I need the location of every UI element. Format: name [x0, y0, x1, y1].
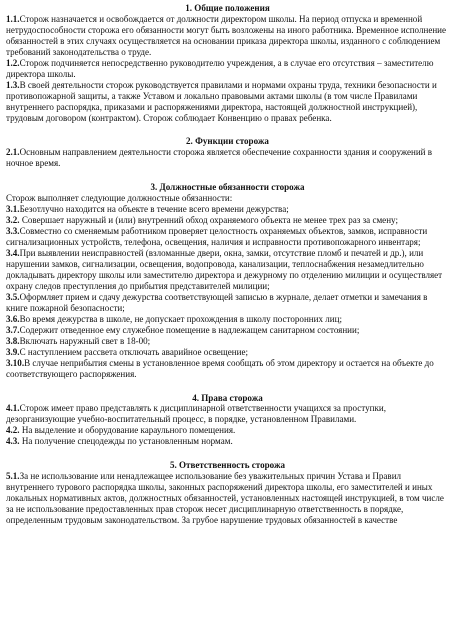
- section-functions: [6, 136, 449, 169]
- paragraph: 2.1.Основным направлением деятельности сторожа является обеспечение сохранности здания и сооружений в ночное время.: [6, 147, 433, 169]
- section-title: 5. Ответственность сторожа: [169, 460, 286, 471]
- paragraph: 3.6.Во время дежурства в школе, не допускает прохождения в школу посторонних лиц;: [6, 313, 342, 324]
- section-general: [6, 3, 449, 123]
- paragraph: 5.1.За не использование или ненадлежащее использование без уважительных причин Устава и Правил внутреннего турового распорядка школы, законных распоряжений директора школы, его заместителей и иных локальных нормативных актов, должностных обязанностей, установленных настоящей инструкцией, в том числе за не использование предоставленных прав сторож несет дисциплинарную ответственность в порядке, определенным трудовым законодательством. За грубое нарушение трудовых обязанностей в качестве: [6, 471, 444, 526]
- paragraph: 3.4.При выявлении неисправностей (взломанные двери, окна, замки, отсутствие пломб и печатей и др.), или нарушении замков, сигнализации, освещения, водопровода, канализации, теплоснабжения незамедлительно докладывать директору школы или заместителю директора и дежурному по отделению милиции и осуществляет охрану следов преступления до прибытия представителей милиции;: [6, 248, 443, 291]
- section-intro: Сторож выполняет следующие должностные обязанности:: [6, 193, 233, 204]
- paragraph: 1.2.Сторож подчиняется непосредственно руководителю учреждения, а в случае его отсутствия – заместителю директора школы.: [6, 57, 434, 79]
- paragraph: 1.1.Сторож назначается и освобождается от должности директором школы. На период отпуска и временной нетрудоспособности сторожа его обязанности могут быть возложены на иного работника. Временное исполнение обязанностей в этих случаях осуществляется на основании приказа директора школы, изданного с соблюдением требований законодательства о труде.: [6, 13, 447, 57]
- paragraph: 4.2. На выделение и оборудование караульного помещения.: [6, 425, 236, 436]
- paragraph: 3.10.В случае неприбытия смены в установленное время сообщать об этом директору и остается на объекте до соответствующего распоряжения.: [6, 357, 434, 379]
- section-title: 4. Права сторожа: [192, 392, 263, 403]
- paragraph: 4.1.Сторож имеет право представлять к дисциплинарной ответственности учащихся за проступки, дезорганизующие учебно-воспитательный процесс, в порядке, установленном Правилами.: [6, 403, 386, 425]
- section-responsibility: [6, 460, 449, 526]
- paragraph: 1.3.В своей деятельности сторож руководствуется правилами и нормами охраны труда, техники безопасности и противопожарной защиты, а также Уставом и локально правовыми актами школы (в том числе Правилами внутреннего распорядка, приказами и распоряжениями директора, настоящей должностной инструкцией), трудовым договором (контрактом). Сторож соблюдает Конвенцию о правах ребенка.: [6, 79, 437, 123]
- paragraph: 3.1.Безотлучно находится на объекте в течение всего времени дежурства;: [6, 204, 289, 215]
- paragraph: 3.5.Оформляет прием и сдачу дежурства соответствующей записью в журнале, делает отметки и замечания в книге пожарной безопасности;: [6, 291, 428, 313]
- paragraph: 4.3. На получение спецодежды по установленным нормам.: [6, 436, 233, 447]
- section-title: 1. Общие положения: [185, 3, 270, 13]
- paragraph: 3.7.Содержит отведенное ему служебное помещение в надлежащем санитарном состоянии;: [6, 324, 360, 335]
- paragraph: 3.9.С наступлением рассвета отключать аварийное освещение;: [6, 346, 248, 357]
- section-title: 3. Должностные обязанности сторожа: [150, 182, 305, 193]
- section-title: 2. Функции сторожа: [186, 136, 269, 147]
- section-duties: [6, 182, 449, 379]
- paragraph: 3.3.Совместно со сменяемым работником проверяет целостность охраняемых объектов, замков, исправности сигнализационных устройств, телефона, освещения, наличия и исправности противопожарного инвентаря;: [6, 226, 428, 248]
- section-rights: [6, 393, 449, 448]
- paragraph: 3.2. Совершает наружный и (или) внутренний обход охраняемого объекта не менее трех раз за смену;: [6, 215, 398, 226]
- paragraph: 3.8.Включать наружный свет в 18-00;: [6, 335, 151, 346]
